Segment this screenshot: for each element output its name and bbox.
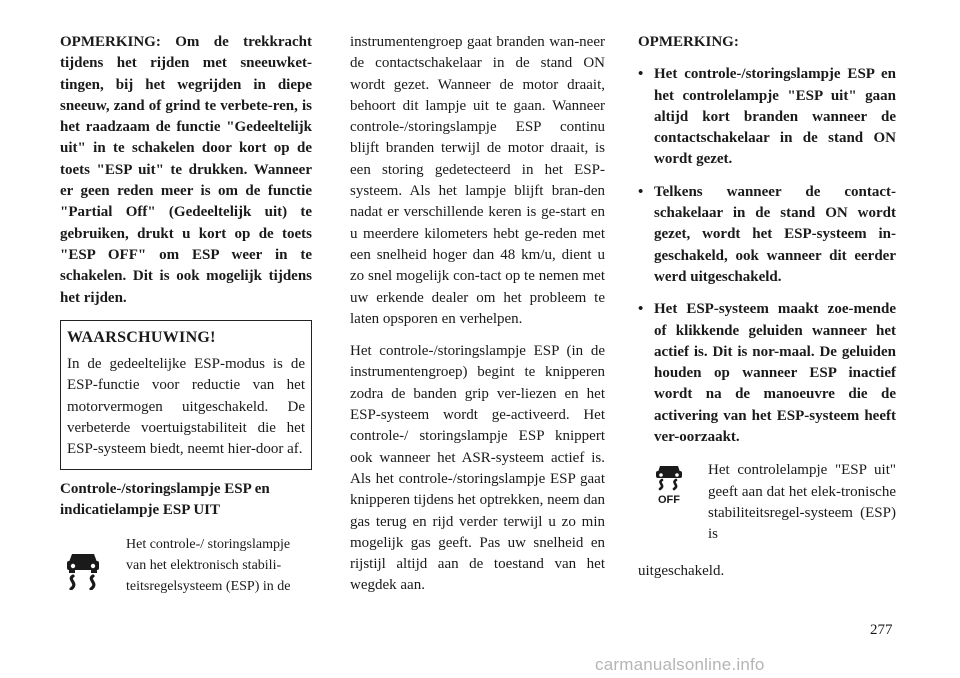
watermark: carmanualsonline.info	[595, 655, 765, 674]
warning-box	[60, 320, 312, 470]
column-right	[638, 32, 896, 582]
column-middle	[350, 32, 605, 597]
section-title: Controle-/storingslampje ESP en indicatielampje ESP UIT	[60, 480, 270, 518]
note-paragraph: OPMERKING: Om de trekkracht tijdens het rijden met sneeuwket-tingen, bij het wegrijden in diepe sneeuw, zand of grind te verbete-ren, is het raadzaam de functie "Gedeeltelijk uit" in te schakelen door kort op de toets "ESP uit" te drukken. Wanneer er geen reden meer is om de functie "Partial Off" (Gedeeltelijk uit) te gebruiken, drukt u kort op de toets "ESP OFF" om ESP weer in te schakelen. Dit is ook mogelijk tijdens het rijden.	[60, 34, 312, 306]
bullet-text: Het controle-/storingslampje ESP en het controlelampje "ESP uit" gaan altijd kort branden wanneer de contactschakelaar in de stand ON wordt gezet.	[654, 66, 896, 168]
esp-warning-light-caption: Het controle-/ storingslampje van het elektronisch stabili-teitsregelsysteem (ESP) in de	[126, 537, 291, 595]
bullet-text: Telkens wanneer de contact-schakelaar in de stand ON wordt gezet, wordt het ESP-systeem in-geschakeld, ook wanneer dit eerder werd uitgeschakeld.	[654, 183, 896, 285]
body-paragraph-1: instrumentengroep gaat branden wan-neer de contactschakelaar in de stand ON wordt gezet. Wanneer de motor draait, behoort dit lampje uit te gaan. Wanneer controle-/storingslampje ESP continu blijft branden terwijl de motor draait, is een storing gedetecteerd in het ESP-systeem. Als het lampje blijft bran-den nadat er verschillende keren is ge-start en u meerdere kilometers hebt ge-reden met een snelheid hoger dan 48 km/u, dient u zo snel mogelijk con-tact op te nemen met uw erkende dealer om het probleem te laten opsporen en verhelpen.	[350, 34, 605, 327]
note-title: OPMERKING:	[638, 34, 739, 50]
warning-title: WAARSCHUWING!	[67, 328, 216, 346]
list-item	[638, 182, 896, 288]
bullet-icon: •	[638, 183, 644, 200]
esp-off-icon-label: OFF	[658, 494, 680, 507]
list-item	[638, 299, 896, 448]
esp-warning-light-row	[60, 534, 312, 597]
bullet-icon: •	[638, 66, 644, 83]
bullet-text: Het ESP-systeem maakt zoe-mende of klikkende geluiden wanneer het actief is. Dit is nor-maal. De geluiden houden op wanneer ESP inactief wordt na de manoeuvre die de activering van het ESP-systeem heeft ver-oorzaakt.	[654, 301, 896, 446]
esp-skid-car-icon	[64, 550, 102, 597]
esp-off-light-row	[638, 460, 896, 545]
warning-body: In de gedeeltelijke ESP-modus is de ESP-functie voor reductie van het motorvermogen uitgeschakeld. De verbeterde voertuigstabiliteit die het ESP-systeem biedt, neemt hier-door af.	[67, 356, 305, 458]
bullet-icon: •	[638, 301, 644, 318]
esp-off-caption: Het controlelampje "ESP uit" geeft aan dat het elek-tronische stabiliteitsregel-systeem (ESP) is	[708, 462, 896, 543]
list-item	[638, 64, 896, 170]
esp-off-icon	[652, 464, 686, 513]
body-paragraph-2: Het controle-/storingslampje ESP (in de instrumentengroep) begint te knipperen zodra de banden grip ver-liezen en het ESP-systeem wordt ge-activeerd. Het controle-/ storingslampje ESP knippert ook wanneer het ASR-systeem actief is. Als het controle-/storingslampje ESP gaat knipperen tijdens het optrekken, neem dan gas terug en rijd verder terwijl u zo min mogelijk gas geeft. Pas uw snelheid en rijstijl altijd aan de toestand van het wegdek aan.	[350, 343, 605, 594]
column-left	[60, 32, 312, 597]
page-number: 277	[870, 622, 893, 638]
note-bullet-list	[638, 64, 896, 448]
esp-off-caption-tail: uitgeschakeld.	[638, 562, 725, 579]
